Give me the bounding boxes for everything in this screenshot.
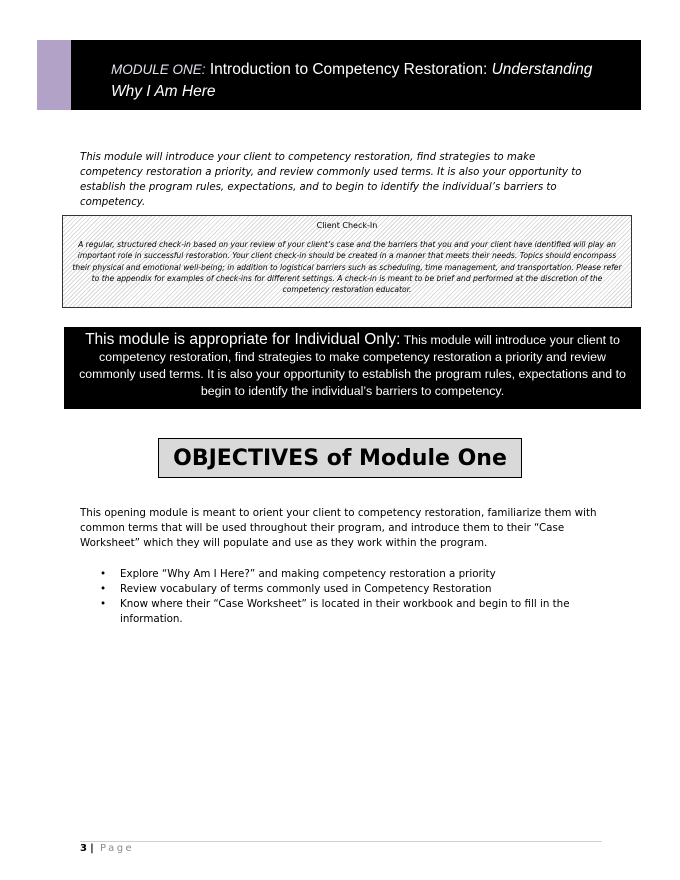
module-label: MODULE ONE:	[111, 62, 206, 77]
appropriate-for-box	[64, 327, 641, 409]
module-title	[111, 59, 621, 103]
list-item-text: Know where their “Case Worksheet” is located in their workbook and begin to fill in the information.	[120, 598, 570, 625]
objectives-list	[100, 567, 590, 627]
appropriate-body: This module will introduce your client to competency restoration, find strategies to make competency restoration a priority and review commonly used terms. It is also your opportunity to establish the program rules, expectations and to begin to identify the individual’s barriers to competency.	[79, 333, 626, 398]
opening-paragraph: This opening module is meant to orient your client to competency restoration, familiarize them with common terms that will be used throughout their program, and introduce them to their “Case Worksheet” which they will populate and use as they work within the program.	[80, 507, 597, 550]
objectives-heading: OBJECTIVES of Module One	[158, 438, 522, 478]
list-item	[100, 597, 590, 627]
client-checkin-box	[62, 215, 632, 308]
list-item-text: Explore “Why Am I Here?” and making competency restoration a priority	[120, 568, 496, 580]
bullet-icon: •	[100, 568, 107, 580]
list-item-text: Review vocabulary of terms commonly used in Competency Restoration	[120, 583, 492, 595]
bullet-icon: •	[100, 583, 107, 595]
module-header-band	[37, 40, 641, 110]
appropriate-lead: This module is appropriate for Individual Only:	[85, 331, 401, 348]
intro-paragraph: This module will introduce your client to competency restoration, find strategies to make competency restoration a priority, and review commonly used terms. It is also your opportunity to establish the program rules, expectations, and to begin to identify the individual’s barriers to competency.	[80, 152, 582, 208]
list-item	[100, 582, 590, 597]
module-subtitle: Understanding Why I Am Here	[111, 61, 593, 100]
checkin-body: A regular, structured check-in based on your review of your client’s case and the barriers that you and your client have identified will play an important role in successful restoration. Your client check-in should be created in a manner that meets their needs. Topics should encompass their physical and emotional well-being; in addition to logistical barriers such as scheduling, time management, and transportation. Please refer to the appendix for examples of check-ins for different settings. A check-in is meant to be brief and performed at the discretion of the competency restoration educator.	[72, 240, 622, 295]
page-footer	[80, 843, 134, 854]
footer-divider	[80, 841, 602, 842]
page-number: 3	[80, 843, 87, 854]
footer-separator: |	[90, 843, 94, 854]
list-item	[100, 567, 590, 582]
checkin-title: Client Check-In	[316, 221, 378, 230]
bullet-icon: •	[100, 598, 107, 610]
module-title-main: Introduction to Competency Restoration:	[209, 61, 488, 78]
header-accent-bar	[37, 40, 71, 110]
page-label: Page	[100, 843, 135, 854]
